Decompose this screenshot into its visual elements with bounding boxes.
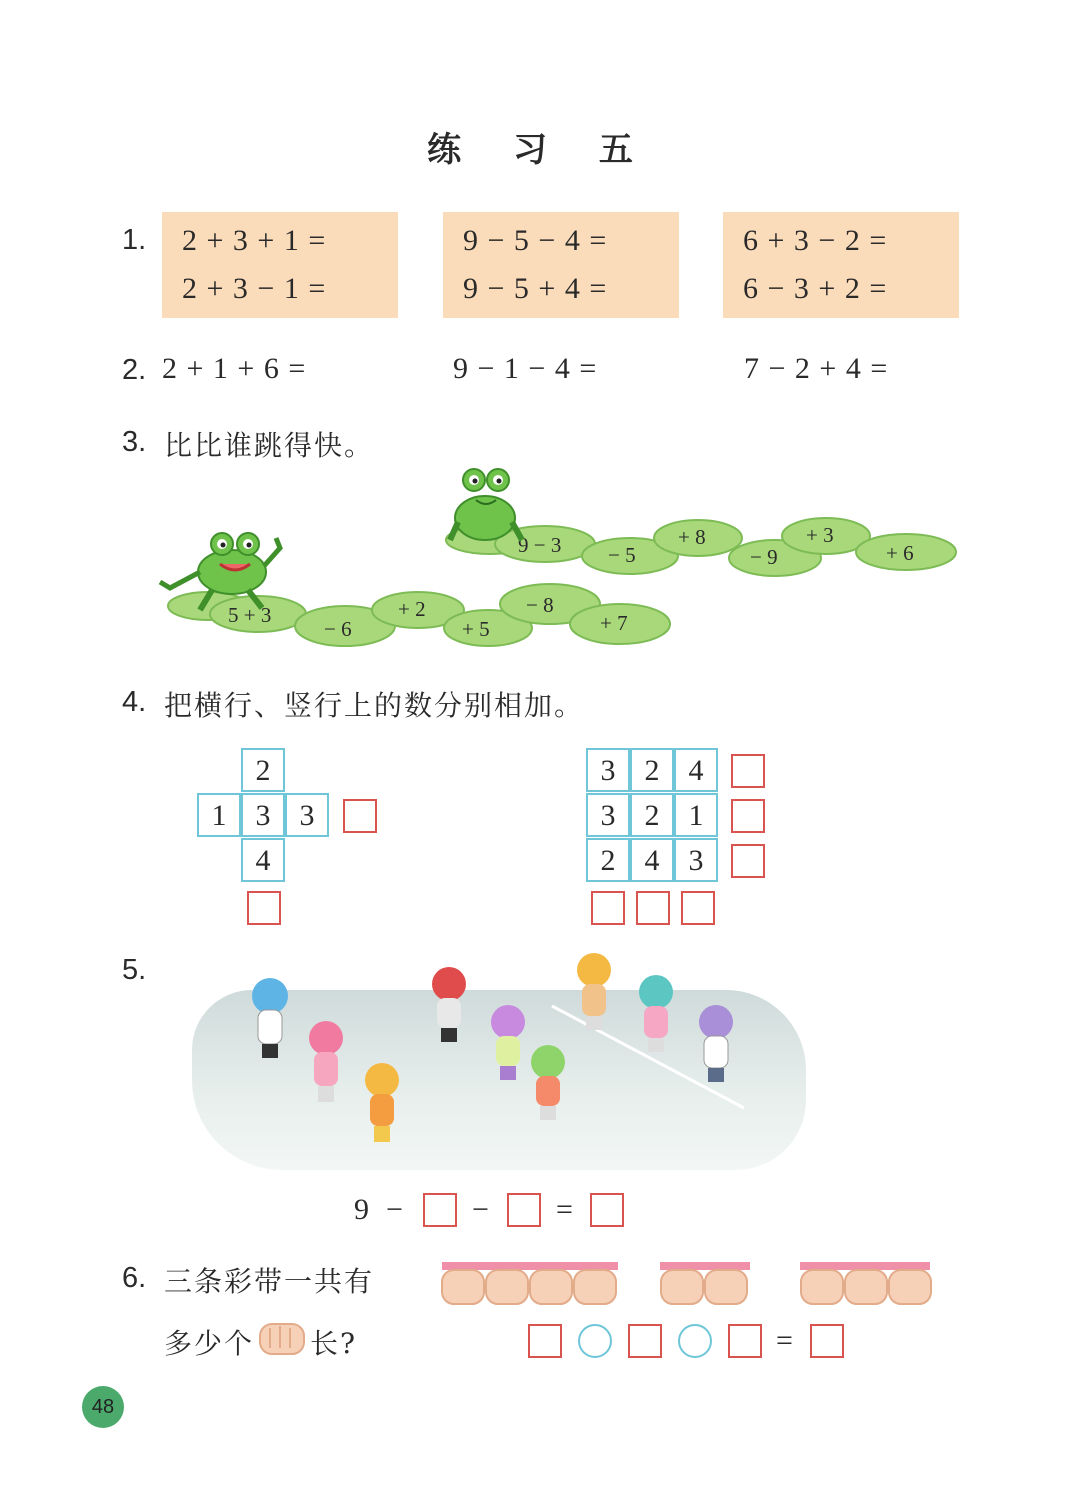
q6-number: 6. [122, 1262, 147, 1294]
skater-icon [491, 1005, 525, 1080]
fist-icon [889, 1270, 931, 1304]
skater-icon [577, 953, 611, 1030]
q1-box-2 [443, 212, 679, 318]
q5-minus-1: − [386, 1193, 404, 1226]
grid-cell: 2 [586, 838, 630, 882]
pad-label: − 8 [526, 593, 554, 617]
pad-label: + 7 [600, 611, 628, 635]
skater-icon [309, 1021, 343, 1102]
pad-label: + 6 [886, 541, 914, 565]
frog-icon [450, 469, 522, 540]
grid-cell: 4 [630, 838, 674, 882]
fist-icon [574, 1270, 616, 1304]
q5-equals: = [556, 1193, 574, 1226]
q4-number: 4. [122, 686, 147, 718]
cross-cell-right: 3 [285, 793, 329, 837]
grid-column-answer-box[interactable] [636, 891, 670, 925]
q6-answer-box-3[interactable] [728, 1324, 762, 1358]
q2-eq-3: 7 − 2 + 4 = [744, 352, 889, 385]
fist-icon [845, 1270, 887, 1304]
pad-label: + 2 [398, 597, 426, 621]
grid-column-answer-box[interactable] [681, 891, 715, 925]
fist-icon [530, 1270, 572, 1304]
skater-icon [639, 975, 673, 1052]
ribbon-1 [442, 1262, 618, 1270]
q6-answer-box-2[interactable] [628, 1324, 662, 1358]
grid-cell: 1 [674, 793, 718, 837]
pad-label: 9 − 3 [518, 533, 562, 557]
pad-label: − 6 [324, 617, 352, 641]
grid-cell: 2 [630, 748, 674, 792]
skater-icon [531, 1045, 565, 1120]
pad-label: − 9 [750, 545, 778, 569]
cross-cell-top: 2 [241, 748, 285, 792]
fist-icon [801, 1270, 843, 1304]
q1-number: 1. [122, 224, 147, 256]
q1-box-3 [723, 212, 959, 318]
q6-text-line-2b: 长? [310, 1327, 358, 1360]
q1-box-1 [162, 212, 398, 318]
cross-cell-center: 3 [241, 793, 285, 837]
fist-icon [661, 1270, 703, 1304]
q1-box-1-line-1: 2 + 3 + 1 = [182, 224, 327, 257]
q6-answer-box-result[interactable] [810, 1324, 844, 1358]
grid-cell: 4 [674, 748, 718, 792]
q3-number: 3. [122, 426, 147, 458]
ribbons-illustration [440, 1260, 940, 1312]
grid-row-answer-box[interactable] [731, 799, 765, 833]
q6-text-line-2a: 多少个 [164, 1327, 255, 1360]
q1-box-3-line-2: 6 − 3 + 2 = [743, 272, 888, 305]
grid-cell: 3 [586, 748, 630, 792]
page-number-badge: 48 [82, 1386, 124, 1428]
grid-cell: 2 [630, 793, 674, 837]
grid-cell: 3 [674, 838, 718, 882]
skater-icon [432, 967, 466, 1042]
grid-cell: 3 [586, 793, 630, 837]
cross-cell-left: 1 [197, 793, 241, 837]
skater-icon [252, 978, 288, 1058]
q5-minus-2: − [472, 1193, 490, 1226]
pad-label: − 5 [608, 543, 636, 567]
q5-number: 5. [122, 954, 147, 986]
grid-column-answer-box[interactable] [591, 891, 625, 925]
page-title: 练 习 五 [427, 130, 653, 170]
q1-box-2-line-1: 9 − 5 − 4 = [463, 224, 608, 257]
skater-icon [365, 1063, 399, 1142]
q4-text: 把横行、竖行上的数分别相加。 [164, 689, 585, 722]
q5-answer-box-1[interactable] [423, 1193, 457, 1227]
fist-icon [442, 1270, 484, 1304]
lily-pad-race-illustration [150, 460, 970, 660]
q2-eq-2: 9 − 1 − 4 = [453, 352, 598, 385]
q6-text-line-1: 三条彩带一共有 [164, 1265, 375, 1298]
q1-box-2-line-2: 9 − 5 + 4 = [463, 272, 608, 305]
grid-row-answer-box[interactable] [731, 754, 765, 788]
skaters-illustration [192, 950, 812, 1160]
grid-row-answer-box[interactable] [731, 844, 765, 878]
q5-start-number: 9 [354, 1193, 370, 1226]
cross-row-answer-box[interactable] [343, 799, 377, 833]
cross-cell-bottom: 4 [241, 838, 285, 882]
fist-icon [486, 1270, 528, 1304]
fist-icon [258, 1318, 306, 1358]
q6-operator-circle-2[interactable] [678, 1324, 712, 1358]
q6-operator-circle-1[interactable] [578, 1324, 612, 1358]
q6-equals: = [776, 1324, 794, 1357]
skater-icon [699, 1005, 733, 1082]
pad-label: + 8 [678, 525, 706, 549]
q5-answer-box-2[interactable] [507, 1193, 541, 1227]
fist-icon [705, 1270, 747, 1304]
q6-answer-box-1[interactable] [528, 1324, 562, 1358]
ribbon-2 [660, 1262, 750, 1270]
q3-text: 比比谁跳得快。 [164, 429, 375, 462]
q1-box-1-line-2: 2 + 3 − 1 = [182, 272, 327, 305]
pad-label: + 3 [806, 523, 834, 547]
q5-answer-box-3[interactable] [590, 1193, 624, 1227]
q2-number: 2. [122, 354, 147, 386]
pad-label: 5 + 3 [228, 603, 272, 627]
ribbon-3 [800, 1262, 930, 1270]
pad-label: + 5 [462, 617, 490, 641]
q1-box-3-line-1: 6 + 3 − 2 = [743, 224, 888, 257]
q2-eq-1: 2 + 1 + 6 = [162, 352, 307, 385]
cross-column-answer-box[interactable] [247, 891, 281, 925]
